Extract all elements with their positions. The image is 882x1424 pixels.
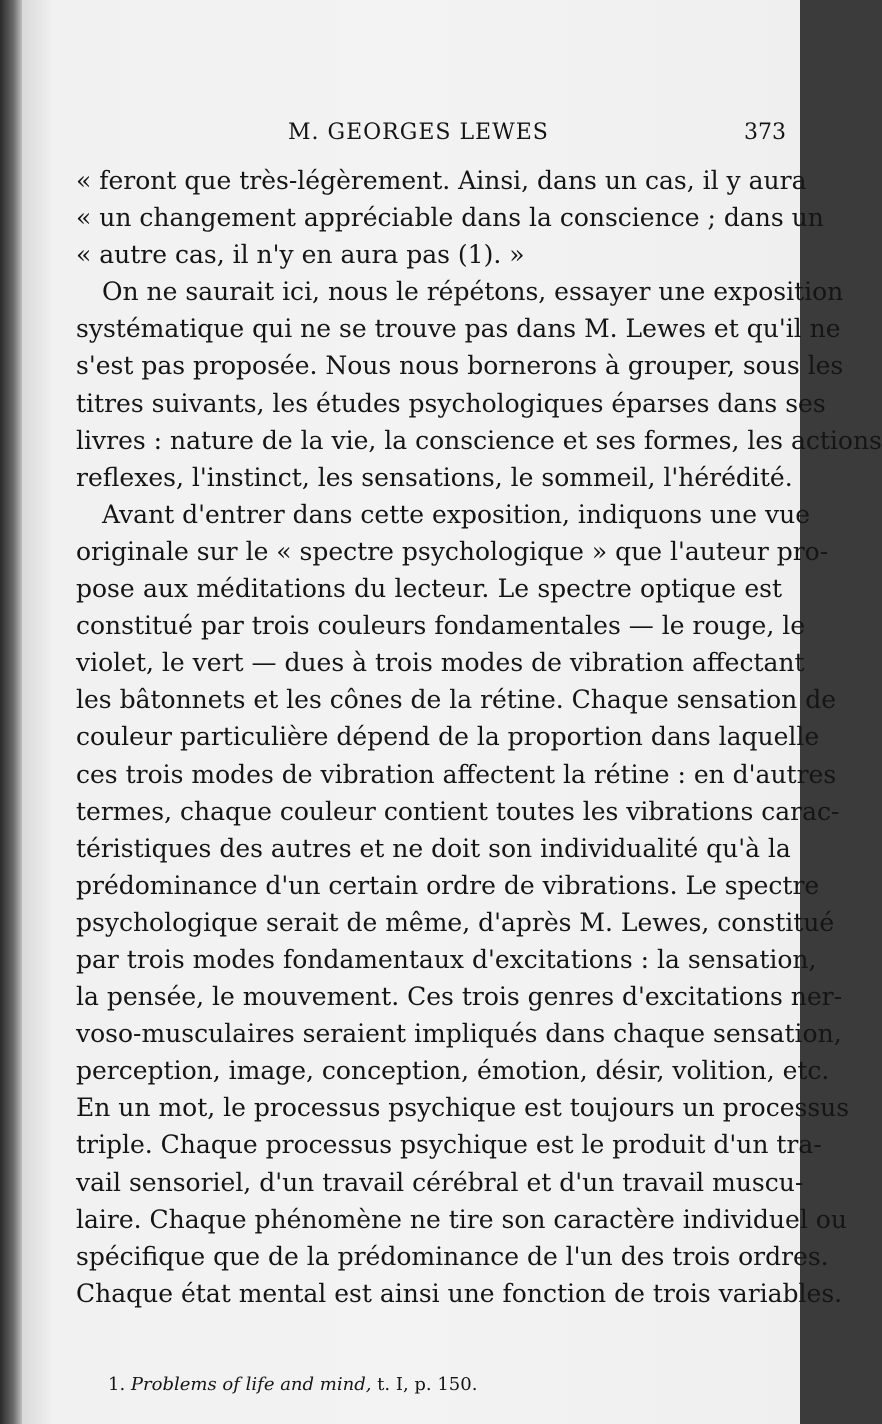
text-line: laire. Chaque phénomène ne tire son caractère individuel ou	[76, 1204, 847, 1234]
footnote-title: Problems of life and mind,	[130, 1374, 372, 1395]
footnote-reference: t. I, p. 150.	[371, 1374, 478, 1395]
text-line: « feront que très-légèrement. Ainsi, dans un cas, il y aura	[76, 166, 807, 195]
text-line: voso-musculaires seraient impliqués dans chaque sensation,	[76, 1019, 842, 1049]
text-line: par trois modes fondamentaux d'excitations : la sensation,	[76, 944, 817, 974]
text-line: constitué par trois couleurs fondamentales — le rouge, le	[76, 611, 806, 641]
page-header	[22, 118, 800, 152]
text-line: téristiques des autres et ne doit son individualité qu'à la	[76, 833, 791, 863]
text-line: les bâtonnets et les cônes de la rétine. Chaque sensation de	[76, 685, 837, 715]
text-line: « autre cas, il n'y en aura pas (1). »	[76, 240, 525, 270]
text-line: originale sur le « spectre psychologique » que l'auteur pro-	[76, 536, 829, 566]
book-page	[22, 0, 882, 1424]
running-head: M. GEORGES LEWES	[288, 120, 549, 145]
text-line: prédominance d'un certain ordre de vibrations. Le spectre	[76, 870, 820, 900]
text-line: ces trois modes de vibration affectent la rétine : en d'autres	[76, 759, 837, 789]
text-line: Avant d'entrer dans cette exposition, indiquons une vue	[102, 499, 810, 529]
text-line: En un mot, le processus psychique est toujours un processus	[76, 1093, 850, 1123]
text-line: « un changement appréciable dans la conscience ; dans un	[76, 203, 824, 233]
text-line: la pensée, le mouvement. Ces trois genres d'excitations ner-	[76, 982, 843, 1012]
text-line: couleur particulière dépend de la proportion dans laquelle	[76, 722, 820, 752]
text-line: systématique qui ne se trouve pas dans M. Lewes et qu'il ne	[76, 314, 841, 344]
text-line: psychologique serait de même, d'après M. Lewes, constitué	[76, 907, 835, 937]
text-line: violet, le vert — dues à trois modes de vibration affectant	[76, 648, 805, 678]
page-number: 373	[744, 120, 786, 145]
text-line: reflexes, l'instinct, les sensations, le sommeil, l'hérédité.	[76, 462, 793, 492]
footnote-marker: 1.	[108, 1374, 126, 1395]
text-line: pose aux méditations du lecteur. Le spectre optique est	[76, 574, 782, 604]
book-gutter	[0, 0, 22, 1424]
text-line: livres : nature de la vie, la conscience et ses formes, les actions	[76, 425, 882, 455]
text-line: On ne saurait ici, nous le répétons, essayer une exposition	[102, 277, 844, 307]
body-text	[76, 162, 882, 1312]
text-line: spécifique que de la prédominance de l'un des trois ordres.	[76, 1241, 829, 1271]
text-line: triple. Chaque processus psychique est le produit d'un tra-	[76, 1130, 822, 1160]
text-line: Chaque état mental est ainsi une fonction de trois variables.	[76, 1278, 843, 1308]
text-line: s'est pas proposée. Nous nous bornerons à grouper, sous les	[76, 351, 844, 381]
text-line: perception, image, conception, émotion, désir, volition, etc.	[76, 1056, 830, 1086]
text-line: titres suivants, les études psychologiques éparses dans ses	[76, 388, 826, 418]
text-line: termes, chaque couleur contient toutes les vibrations carac-	[76, 796, 840, 826]
text-line: vail sensoriel, d'un travail cérébral et d'un travail muscu-	[76, 1167, 804, 1197]
footnote	[108, 1374, 477, 1395]
